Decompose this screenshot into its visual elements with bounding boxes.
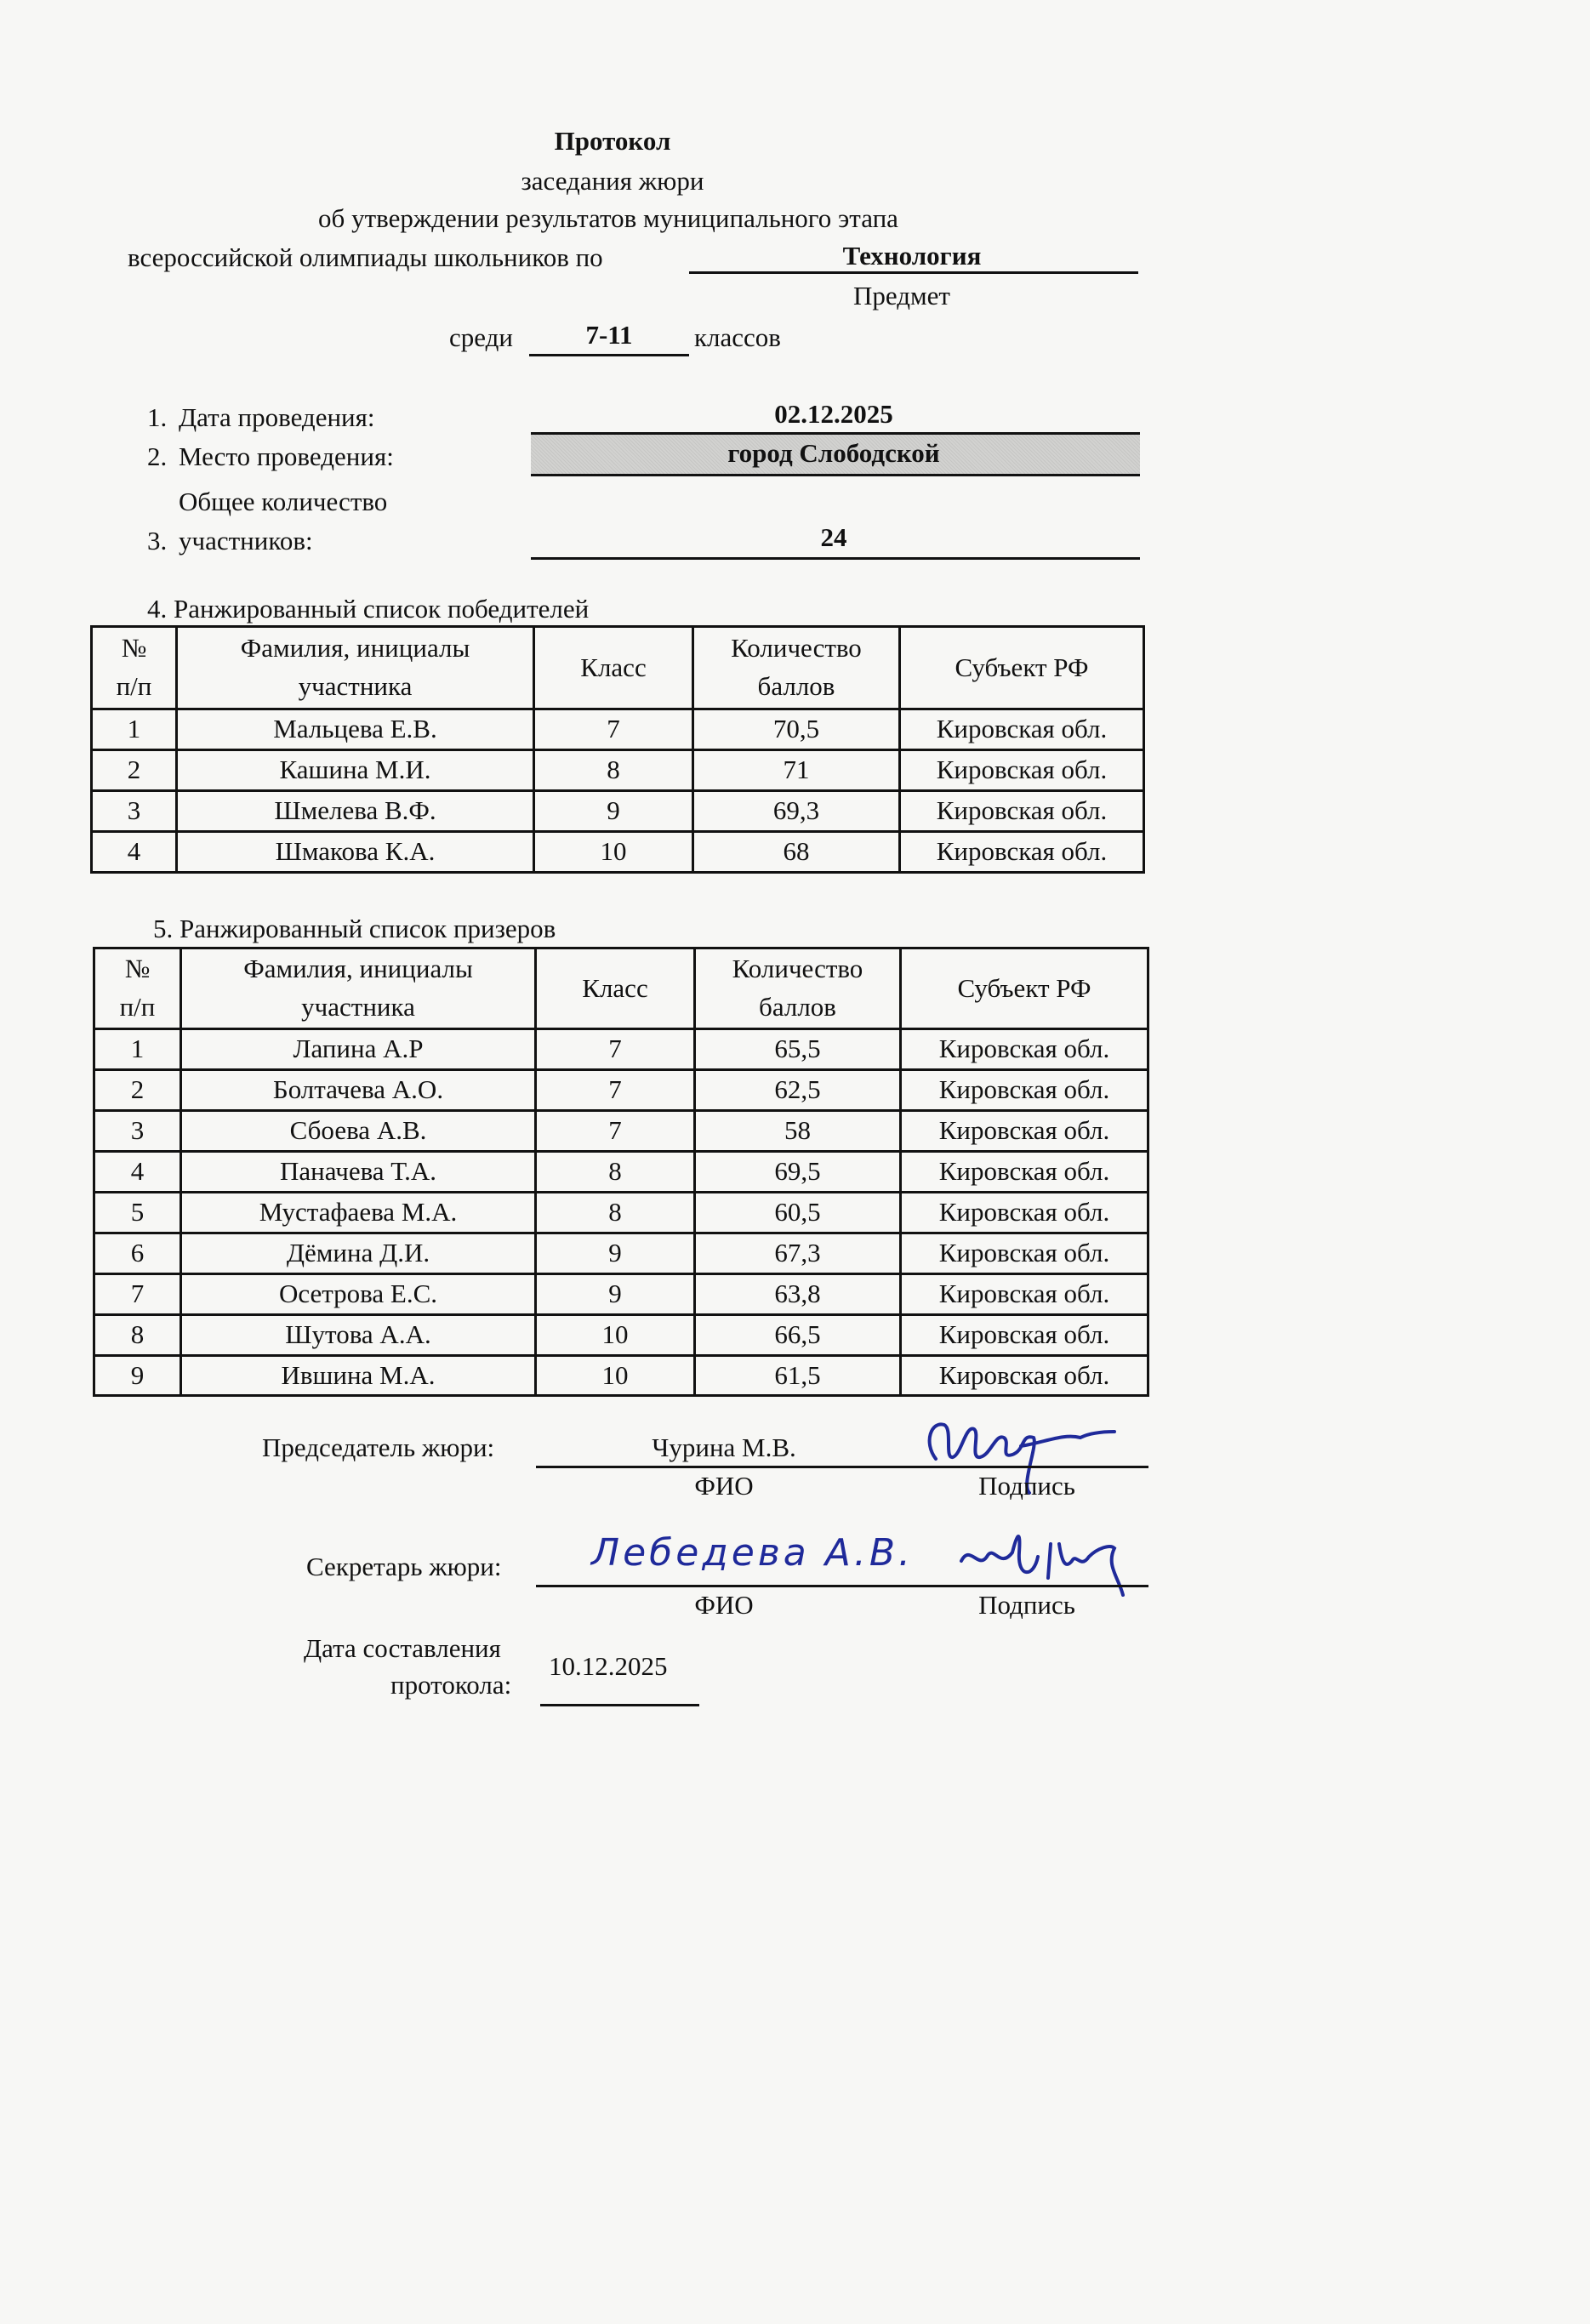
cell-region: Кировская обл. [901,1233,1148,1273]
prizewinners-title: 5. Ранжированный список призеров [153,914,556,943]
cell-num: 2 [94,1069,181,1110]
cell-score: 68 [693,831,900,872]
cell-num: 1 [94,1029,181,1070]
field-date-label: Дата проведения: [179,402,375,432]
header-line-2: заседания жюри [521,166,704,196]
winners-header-row [92,627,1144,709]
cell-score: 62,5 [695,1069,901,1110]
cell-score: 66,5 [695,1314,901,1355]
cell-score: 63,8 [695,1273,901,1314]
grades-underline [529,354,689,356]
secretary-underline [536,1585,1148,1587]
protocol-date-value: 10.12.2025 [549,1651,668,1681]
cell-region: Кировская обл. [901,1273,1148,1314]
chair-label: Председатель жюри: [262,1433,495,1462]
table-row [94,1233,1148,1273]
table-row [94,1192,1148,1233]
cell-grade: 8 [536,1151,695,1192]
secretary-name-handwritten: Лебедева А.В. [591,1531,914,1575]
field-participants-value: 24 [820,522,847,552]
cell-score: 70,5 [693,709,900,750]
cell-grade: 10 [536,1314,695,1355]
winners-table [90,625,1145,874]
table-row [92,749,1144,790]
table-row [94,1029,1148,1070]
col-header-number: № п/п [94,948,181,1029]
cell-num: 3 [92,790,177,831]
cell-name: Сбоева А.В. [181,1110,536,1151]
cell-score: 60,5 [695,1192,901,1233]
chair-name: Чурина М.В. [652,1433,796,1462]
cell-grade: 8 [536,1192,695,1233]
cell-region: Кировская обл. [901,1355,1148,1396]
chair-fio-caption: ФИО [694,1471,754,1501]
cell-name: Мальцева Е.В. [177,709,534,750]
field-date-number: 1. [147,402,168,432]
field-participants-label: участников: [179,526,313,555]
table-row [92,831,1144,872]
cell-region: Кировская обл. [900,709,1144,750]
prizewinners-header-row [94,948,1148,1029]
field-participants-number: 3. [147,526,168,555]
grades-value: 7-11 [585,320,633,350]
secretary-signature-caption: Подпись [978,1590,1075,1620]
cell-num: 5 [94,1192,181,1233]
table-row [94,1355,1148,1396]
cell-region: Кировская обл. [900,749,1144,790]
cell-grade: 9 [536,1273,695,1314]
document-title: Протокол [554,126,671,156]
cell-region: Кировская обл. [901,1192,1148,1233]
subject-value: Технология [842,241,982,271]
cell-score: 71 [693,749,900,790]
secretary-fio-caption: ФИО [694,1590,754,1620]
cell-name: Шмелева В.Ф. [177,790,534,831]
cell-grade: 10 [536,1355,695,1396]
table-row [94,1314,1148,1355]
cell-num: 4 [92,831,177,872]
date-label-line2: протокола: [390,1670,512,1700]
cell-name: Ившина М.А. [181,1355,536,1396]
cell-name: Осетрова Е.С. [181,1273,536,1314]
cell-name: Лапина А.Р [181,1029,536,1070]
field-date-value: 02.12.2025 [774,399,893,429]
cell-region: Кировская обл. [901,1314,1148,1355]
cell-score: 67,3 [695,1233,901,1273]
table-row [94,1069,1148,1110]
cell-grade: 7 [536,1110,695,1151]
date-label-line1: Дата составления [304,1633,501,1663]
cell-num: 3 [94,1110,181,1151]
table-row [94,1273,1148,1314]
col-header-grade: Класс [534,627,693,709]
header-line-3: об утверждении результатов муниципального этапа [318,203,898,233]
cell-num: 7 [94,1273,181,1314]
cell-grade: 8 [534,749,693,790]
chair-underline [536,1466,1148,1468]
cell-num: 2 [92,749,177,790]
cell-region: Кировская обл. [901,1029,1148,1070]
cell-grade: 7 [536,1069,695,1110]
field-participants-label-line1: Общее количество [179,487,388,516]
cell-name: Болтачева А.О. [181,1069,536,1110]
field-location-label: Место проведения: [179,441,394,471]
cell-grade: 10 [534,831,693,872]
cell-name: Мустафаева М.А. [181,1192,536,1233]
cell-name: Шмакова К.А. [177,831,534,872]
cell-region: Кировская обл. [901,1069,1148,1110]
cell-num: 4 [94,1151,181,1192]
cell-score: 69,3 [693,790,900,831]
prizewinners-table [93,947,1149,1397]
cell-name: Паначева Т.А. [181,1151,536,1192]
field-participants-underline [531,557,1140,560]
table-row [94,1110,1148,1151]
subject-underline [689,271,1138,274]
subject-caption: Предмет [853,281,950,310]
col-header-grade: Класс [536,948,695,1029]
cell-score: 61,5 [695,1355,901,1396]
chair-signature-caption: Подпись [978,1471,1075,1501]
col-header-region: Субъект РФ [900,627,1144,709]
col-header-name: Фамилия, инициалы участника [181,948,536,1029]
field-location-number: 2. [147,441,168,471]
col-header-score: Количество баллов [693,627,900,709]
cell-score: 58 [695,1110,901,1151]
cell-score: 65,5 [695,1029,901,1070]
cell-grade: 7 [534,709,693,750]
grades-suffix: классов [694,322,781,352]
cell-grade: 7 [536,1029,695,1070]
cell-num: 8 [94,1314,181,1355]
table-row [94,1151,1148,1192]
cell-name: Шутова А.А. [181,1314,536,1355]
field-location-underline [531,474,1140,476]
secretary-label: Секретарь жюри: [306,1552,502,1581]
cell-grade: 9 [534,790,693,831]
winners-title: 4. Ранжированный список победителей [147,594,590,624]
header-line-4: всероссийской олимпиады школьников по [128,242,603,272]
cell-score: 69,5 [695,1151,901,1192]
cell-region: Кировская обл. [901,1110,1148,1151]
col-header-number: № п/п [92,627,177,709]
field-location-value: город Слободской [727,438,940,468]
cell-name: Дёмина Д.И. [181,1233,536,1273]
cell-grade: 9 [536,1233,695,1273]
col-header-region: Субъект РФ [901,948,1148,1029]
protocol-date-underline [540,1704,699,1706]
table-row [92,709,1144,750]
cell-num: 1 [92,709,177,750]
cell-region: Кировская обл. [900,831,1144,872]
col-header-name: Фамилия, инициалы участника [177,627,534,709]
cell-region: Кировская обл. [901,1151,1148,1192]
cell-num: 6 [94,1233,181,1273]
cell-num: 9 [94,1355,181,1396]
cell-name: Кашина М.И. [177,749,534,790]
col-header-score: Количество баллов [695,948,901,1029]
table-row [92,790,1144,831]
grades-prefix: среди [449,322,513,352]
cell-region: Кировская обл. [900,790,1144,831]
